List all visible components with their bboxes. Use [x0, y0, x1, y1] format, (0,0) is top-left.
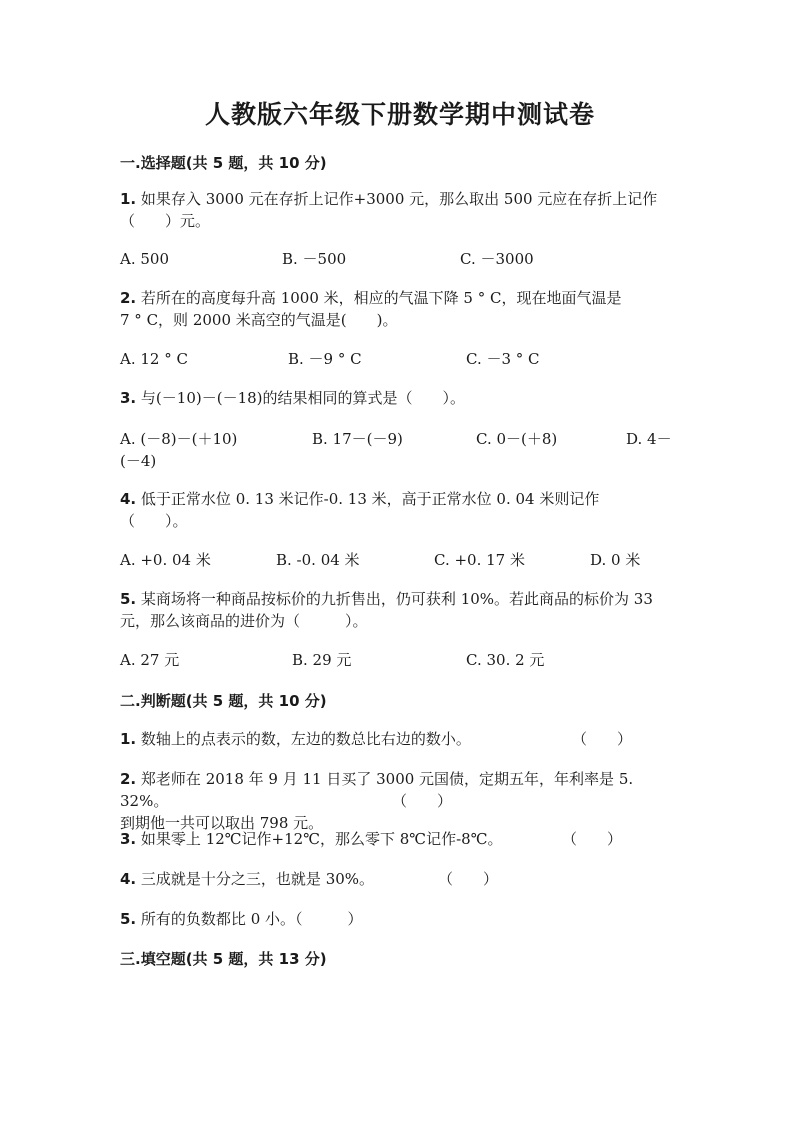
option-d-continued: (－4) — [120, 452, 157, 470]
question-text: 如果零上 12℃记作+12℃，那么零下 8℃记作-8℃。 — [140, 830, 503, 848]
question-text-line1: 郑老师在 2018 年 9 月 11 日买了 3000 元国债，定期五年，年利率是 5. 32%。 — [120, 770, 634, 810]
answer-parentheses[interactable]: （ ） — [572, 730, 633, 748]
question-number: 2. — [120, 289, 137, 307]
question-number: 4. — [120, 490, 137, 508]
option-b[interactable]: B. 29 元 — [292, 651, 352, 669]
option-a[interactable]: A. 12 ° C — [120, 350, 188, 368]
question-text-line2: （ ）。 — [120, 512, 188, 530]
option-d[interactable]: D. 0 米 — [590, 551, 641, 569]
choice-options-2 — [120, 348, 680, 370]
option-c[interactable]: C. 30. 2 元 — [466, 651, 545, 669]
option-d[interactable]: D. 4－ — [626, 430, 672, 448]
judge-question-4 — [120, 868, 680, 890]
option-c[interactable]: C. +0. 17 米 — [434, 551, 525, 569]
question-text-line2: 7 ° C，则 2000 米高空的气温是( )。 — [120, 311, 398, 329]
option-a[interactable]: A. (－8)－(＋10) — [120, 430, 238, 448]
question-text[interactable]: 所有的负数都比 0 小。（ ） — [140, 910, 363, 928]
question-text-line2: 元，那么该商品的进价为（ ）。 — [120, 612, 368, 630]
section-heading-judge: 二.判断题(共 5 题，共 10 分) — [120, 692, 327, 710]
answer-parentheses[interactable]: （ ） — [562, 830, 623, 848]
option-a[interactable]: A. 27 元 — [120, 651, 180, 669]
question-number: 5. — [120, 910, 137, 928]
option-c[interactable]: C. －3000 — [460, 250, 534, 268]
question-number: 2. — [120, 770, 137, 788]
question-text-line1: 若所在的高度每升高 1000 米，相应的气温下降 5 ° C，现在地面气温是 — [140, 289, 622, 307]
question-number: 3. — [120, 830, 137, 848]
section-heading-fill: 三.填空题(共 5 题，共 13 分) — [120, 950, 327, 968]
option-b[interactable]: B. 17－(－9) — [312, 430, 403, 448]
page-title: 人教版六年级下册数学期中测试卷 — [204, 100, 595, 129]
question-text-line1: 与(－10)－(－18)的结果相同的算式是（ ）。 — [140, 389, 466, 407]
option-c[interactable]: C. 0－(＋8) — [476, 430, 558, 448]
option-a[interactable]: A. +0. 04 米 — [120, 551, 211, 569]
question-text-line2: 到期他一共可以取出 798 元。 — [120, 814, 324, 832]
answer-parentheses[interactable]: （ ） — [438, 870, 499, 888]
choice-question-4 — [120, 488, 680, 532]
option-b[interactable]: B. -0. 04 米 — [276, 551, 360, 569]
question-number: 1. — [120, 190, 137, 208]
question-text-line1: 低于正常水位 0. 13 米记作-0. 13 米，高于正常水位 0. 04 米则记作 — [140, 490, 600, 508]
question-text: 数轴上的点表示的数，左边的数总比右边的数小。 — [140, 730, 471, 748]
choice-options-3 — [120, 428, 680, 472]
choice-question-1 — [120, 188, 680, 232]
question-text-line1: 某商场将一种商品按标价的九折售出，仍可获利 10%。若此商品的标价为 33 — [140, 590, 653, 608]
question-number: 4. — [120, 870, 137, 888]
judge-question-1 — [120, 728, 680, 750]
question-text-line1: 如果存入 3000 元在存折上记作+3000 元，那么取出 500 元应在存折上记作 — [140, 190, 658, 208]
choice-question-5 — [120, 588, 680, 632]
option-b[interactable]: B. －9 ° C — [288, 350, 362, 368]
option-c[interactable]: C. －3 ° C — [466, 350, 540, 368]
answer-parentheses[interactable]: （ ） — [392, 792, 453, 810]
question-number: 1. — [120, 730, 137, 748]
option-b[interactable]: B. －500 — [282, 250, 347, 268]
option-a[interactable]: A. 500 — [120, 250, 169, 268]
choice-options-4 — [120, 549, 680, 571]
choice-question-3 — [120, 387, 680, 409]
judge-question-3 — [120, 828, 680, 850]
judge-question-2 — [120, 768, 680, 834]
choice-options-1 — [120, 248, 680, 270]
question-text: 三成就是十分之三，也就是 30%。 — [140, 870, 375, 888]
choice-options-5 — [120, 649, 680, 671]
question-text-line2: （ ）元。 — [120, 212, 211, 230]
question-number: 5. — [120, 590, 137, 608]
question-number: 3. — [120, 389, 137, 407]
section-heading-choice: 一.选择题(共 5 题，共 10 分) — [120, 154, 327, 172]
choice-question-2 — [120, 287, 680, 331]
judge-question-5 — [120, 908, 680, 930]
